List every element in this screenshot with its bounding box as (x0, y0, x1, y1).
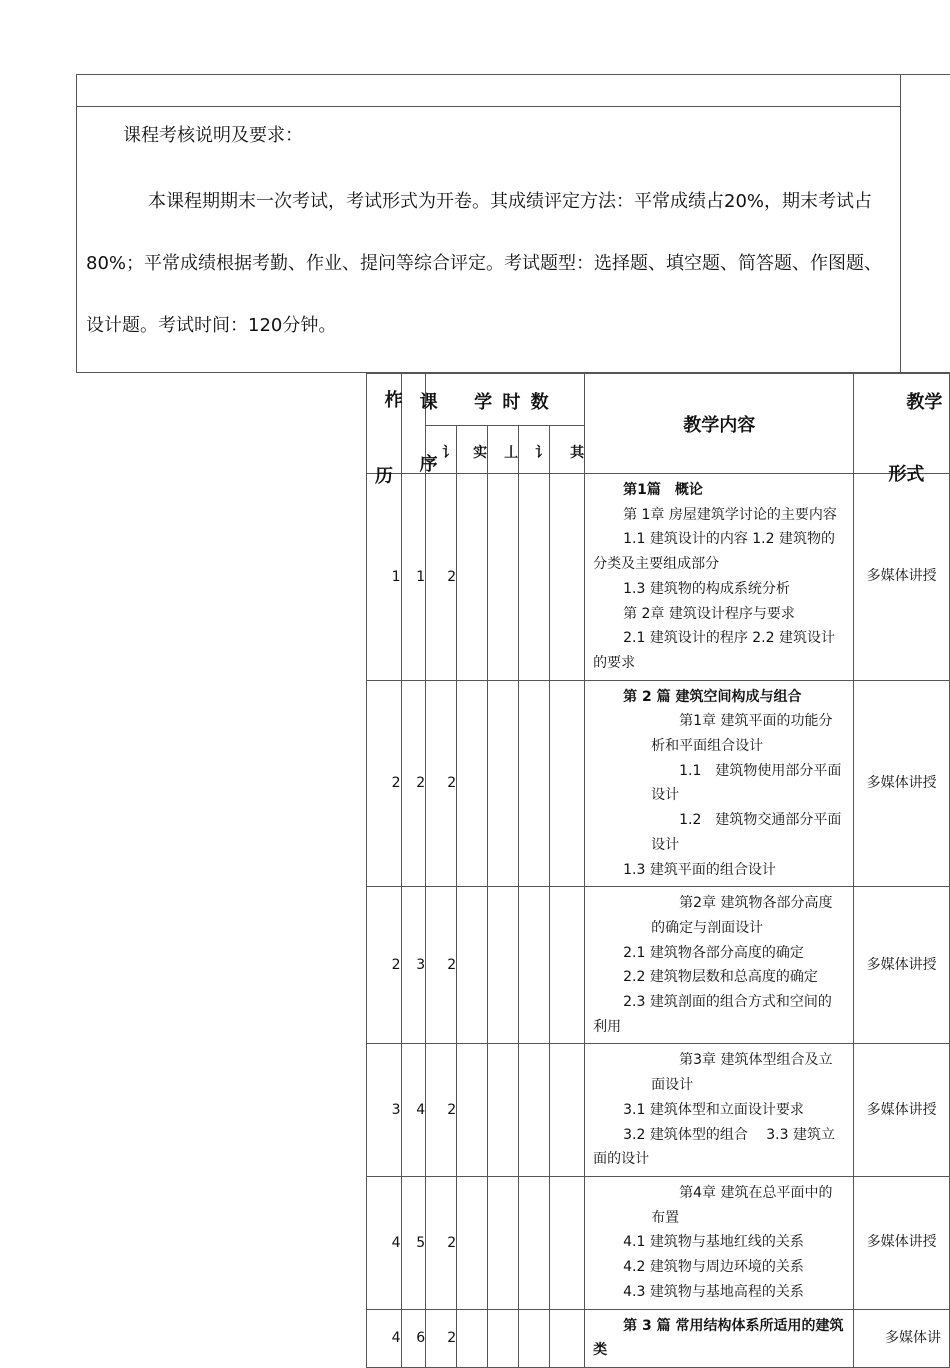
content-line: 第1篇 概论 (623, 482, 703, 498)
header-hours: 学 时 数 (426, 374, 585, 426)
hours-cell-empty (488, 1044, 519, 1177)
content-cell (585, 1176, 854, 1309)
content-line: 3.1 建筑体型和立面设计要求 (623, 1101, 804, 1118)
header-lesson: 课 序 (401, 374, 426, 474)
week-cell: 2 (367, 680, 402, 887)
hours-cell-empty (550, 1176, 585, 1309)
lesson-cell: 6 (401, 1309, 426, 1367)
mode-cell: 多媒体讲 (854, 1309, 950, 1367)
hours-cell-empty (488, 1309, 519, 1367)
table-row (367, 1309, 950, 1367)
content-cell (585, 1309, 854, 1367)
header-mode: 教学 形式 (854, 374, 950, 474)
header-row-1 (367, 374, 950, 426)
lesson-cell: 5 (401, 1176, 426, 1309)
assessment-box (76, 74, 950, 373)
week-cell: 2 (367, 887, 402, 1044)
hours-cell-empty (550, 1309, 585, 1367)
header-content: 教学内容 (585, 374, 854, 474)
table-row (367, 474, 950, 681)
assessment-title: 课程考核说明及要求： (123, 125, 303, 146)
hours-cell-empty (519, 474, 550, 681)
box-divider (77, 106, 901, 107)
hours-cell-empty (550, 1044, 585, 1177)
mode-cell: 多媒体讲授 (854, 1176, 950, 1309)
content-cell (585, 680, 854, 887)
hours-cell-empty (457, 680, 488, 887)
schedule-table (366, 373, 950, 1368)
box-right-border (900, 75, 901, 374)
content-line: 2.1 建筑设计的程序 2.2 建筑设计的要求 (593, 630, 835, 671)
content-line: 第1章 建筑平面的功能分析和平面组合设计 (651, 713, 833, 755)
lecture-hours-cell: 2 (426, 1176, 457, 1309)
hours-cell-empty (488, 1176, 519, 1309)
table-row (367, 1044, 950, 1177)
hours-cell-empty (457, 887, 488, 1044)
mode-cell: 多媒体讲授 (854, 680, 950, 887)
content-line: 第3章 建筑体型组合及立面设计 (651, 1052, 833, 1094)
content-cell (585, 474, 854, 681)
hours-cell-empty (488, 887, 519, 1044)
lesson-cell: 1 (401, 474, 426, 681)
content-cell (585, 1044, 854, 1177)
header-sub-lecture: 讠 (426, 426, 457, 474)
content-line: 2.3 建筑剖面的组合方式和空间的利用 (593, 994, 832, 1035)
week-cell: 1 (367, 474, 402, 681)
content-line: 2.1 建筑物各部分高度的确定 (623, 944, 804, 961)
hours-cell-empty (519, 1044, 550, 1177)
mode-cell: 多媒体讲授 (854, 887, 950, 1044)
header-sub-other: 其 (550, 426, 585, 474)
hours-cell-empty (457, 1309, 488, 1367)
hours-cell-empty (519, 1176, 550, 1309)
hours-cell-empty (488, 474, 519, 681)
hours-cell-empty (519, 1309, 550, 1367)
table-row (367, 680, 950, 887)
hours-cell-empty (457, 1044, 488, 1177)
table-row (367, 887, 950, 1044)
content-line: 第 1章 房屋建筑学讨论的主要内容 (623, 506, 837, 523)
week-cell: 3 (367, 1044, 402, 1177)
header-sub-computer: 丄 (488, 426, 519, 474)
content-line: 第2章 建筑物各部分高度的确定与剖面设计 (651, 895, 833, 936)
content-line: 第4章 建筑在总平面中的布置 (651, 1184, 833, 1226)
content-line: 第 2章 建筑设计程序与要求 (623, 605, 795, 622)
hours-cell-empty (550, 887, 585, 1044)
content-line: 2.2 建筑物层数和总高度的确定 (623, 969, 818, 986)
content-line: 第 3 篇 常用结构体系所适用的建筑类 (593, 1317, 844, 1359)
content-line: 第 2 篇 建筑空间构成与组合 (623, 688, 802, 705)
week-cell: 4 (367, 1176, 402, 1309)
content-line: 1.3 建筑物的构成系统分析 (623, 580, 790, 597)
content-line: 3.2 建筑体型的组合 3.3 建筑立面的设计 (593, 1126, 835, 1168)
hours-cell-empty (457, 1176, 488, 1309)
header-sub-lab: 实 (457, 426, 488, 474)
content-line: 4.1 建筑物与基地红线的关系 (623, 1234, 804, 1251)
content-line: 1.1 建筑设计的内容 1.2 建筑物的分类及主要组成部分 (593, 531, 835, 573)
hours-cell-empty (457, 474, 488, 681)
lecture-hours-cell: 2 (426, 680, 457, 887)
lecture-hours-cell: 2 (426, 1044, 457, 1177)
lesson-cell: 3 (401, 887, 426, 1044)
content-line: 4.3 建筑物与基地高程的关系 (623, 1283, 804, 1300)
content-line: 1.2 建筑物交通部分平面设计 (651, 812, 842, 853)
lesson-cell: 2 (401, 680, 426, 887)
hours-cell-empty (519, 680, 550, 887)
content-line: 1.1 建筑物使用部分平面设计 (651, 762, 842, 804)
hours-cell-empty (550, 474, 585, 681)
lecture-hours-cell: 2 (426, 887, 457, 1044)
table-row (367, 1176, 950, 1309)
header-sub-discussion: 讠 (519, 426, 550, 474)
content-line: 1.3 建筑平面的组合设计 (623, 861, 776, 878)
content-cell (585, 887, 854, 1044)
assessment-paragraph: 本课程期期末一次考试，考试形式为开卷。其成绩评定方法：平常成绩占20%，期末考试占80%；平常成绩根据考勤、作业、提问等综合评定。考试题型：选择题、填空题、简答题、作图题、设计题。考试时间：120分钟。 (86, 191, 883, 336)
lesson-cell: 4 (401, 1044, 426, 1177)
hours-cell-empty (550, 680, 585, 887)
week-cell: 4 (367, 1309, 402, 1367)
lecture-hours-cell: 2 (426, 1309, 457, 1367)
lecture-hours-cell: 2 (426, 474, 457, 681)
content-line: 4.2 建筑物与周边环境的关系 (623, 1259, 804, 1276)
hours-cell-empty (488, 680, 519, 887)
header-week: 柞 历 (367, 374, 402, 474)
mode-cell: 多媒体讲授 (854, 1044, 950, 1177)
mode-cell: 多媒体讲授 (854, 474, 950, 681)
hours-cell-empty (519, 887, 550, 1044)
